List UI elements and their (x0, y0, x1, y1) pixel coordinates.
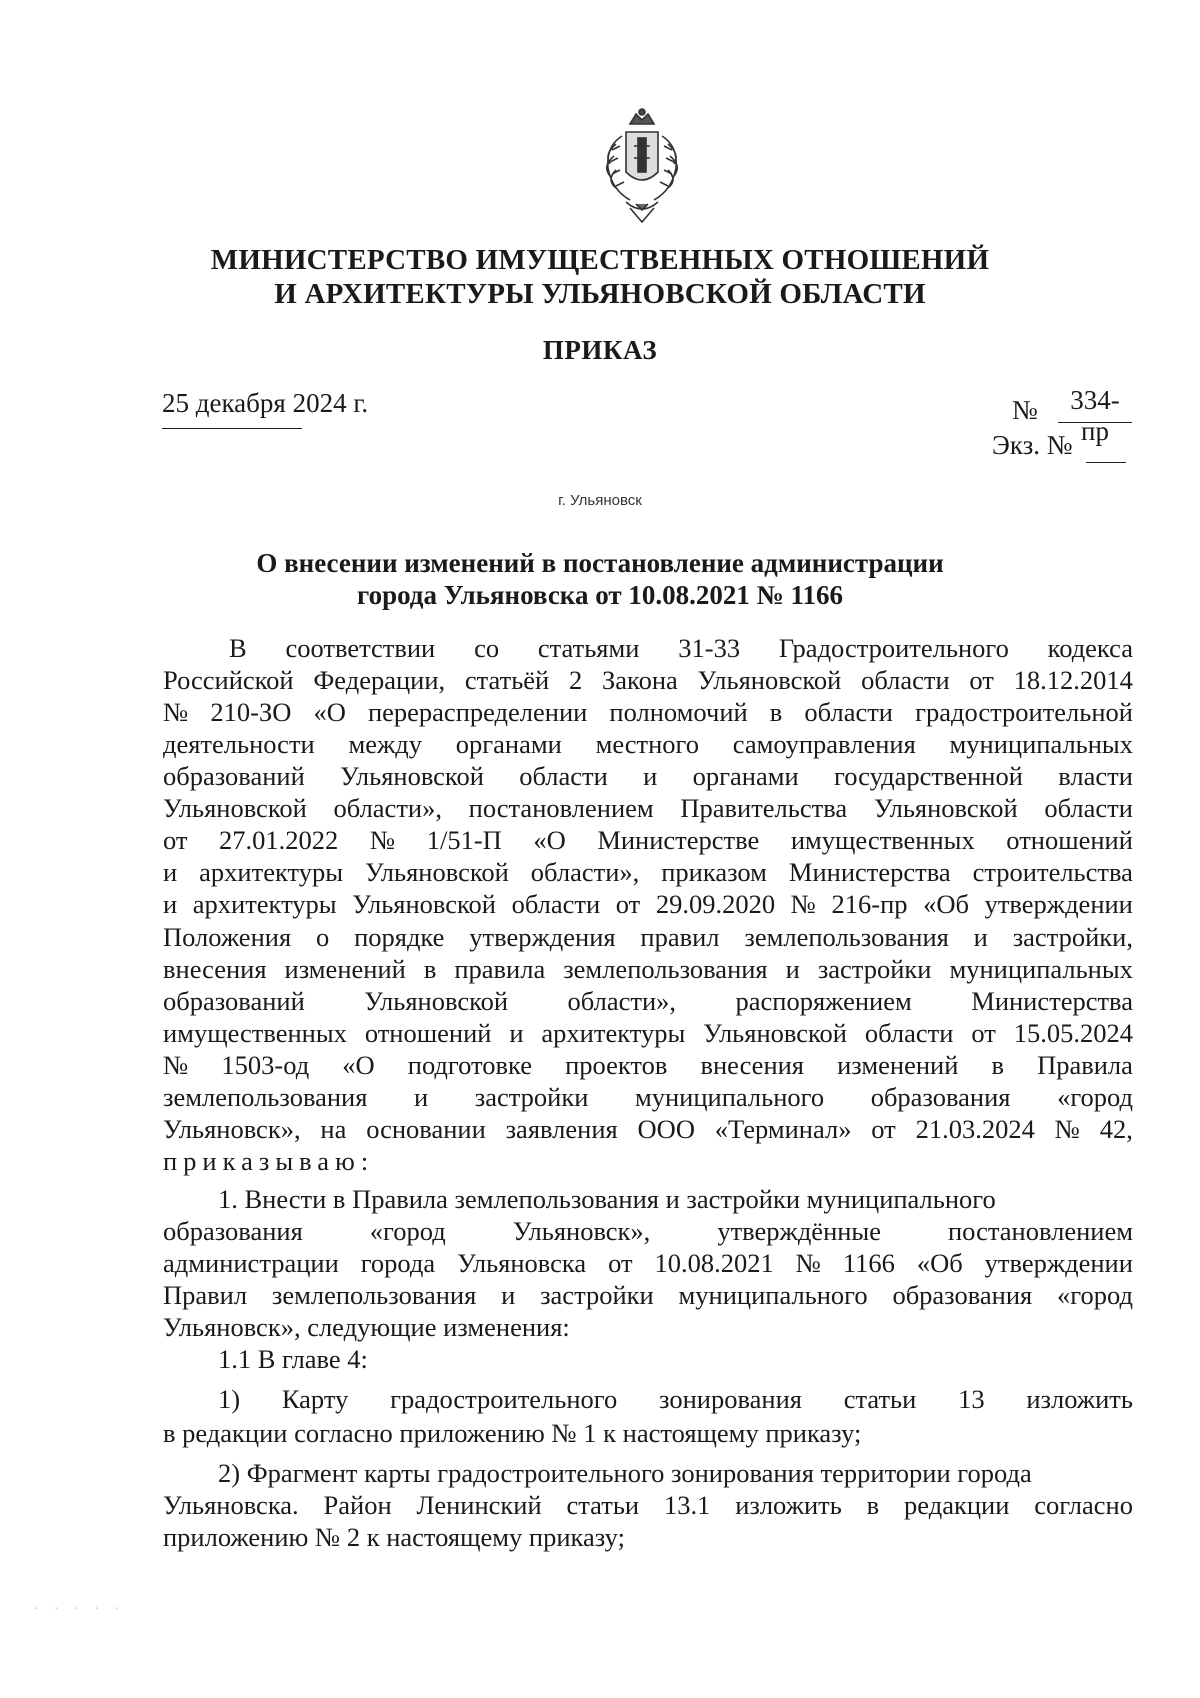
subject-line2: города Ульяновска от 10.08.2021 № 1166 (356, 580, 843, 610)
body-line-28: приложению № 2 к настоящему приказу; (163, 1522, 625, 1552)
coat-of-arms-emblem (586, 106, 698, 226)
body-line-27: Ульяновска. Район Ленинский статьи 13.1 изложить в редакции согласно (163, 1490, 1133, 1520)
body-line-26: 2) Фрагмент карты градостроительного зонирования территории города (218, 1458, 1032, 1488)
body-line-7: от 27.01.2022 № 1/51-П «О Министерстве имущественных отношений (163, 825, 1133, 855)
copy-number-blank (1086, 462, 1126, 463)
ministry-name-line1: МИНИСТЕРСТВО ИМУЩЕСТВЕННЫХ ОТНОШЕНИЙ (210, 244, 990, 276)
date-underline (162, 428, 302, 429)
ministry-name-line2: И АРХИТЕКТУРЫ УЛЬЯНОВСКОЙ ОБЛАСТИ (274, 278, 926, 310)
body-line-12: образований Ульяновской области», распоряжением Министерства (163, 986, 1133, 1016)
body-line-17: приказываю: (163, 1146, 375, 1176)
body-line-6: Ульяновской области», постановлением Правительства Ульяновской области (163, 793, 1133, 823)
body-line-13: имущественных отношений и архитектуры Ульяновской области от 15.05.2024 (163, 1018, 1133, 1048)
body-line-3: № 210-ЗО «О перераспределении полномочий в области градостроительной (163, 697, 1133, 727)
scan-artifact-marks: · · · · · (34, 1602, 126, 1617)
body-line-2: Российской Федерации, статьёй 2 Закона Ульяновской области от 18.12.2014 (163, 665, 1133, 695)
body-line-9: и архитектуры Ульяновской области от 29.09.2020 № 216-пр «Об утверждении (163, 889, 1133, 919)
subject-line1: О внесении изменений в постановление администрации (256, 548, 944, 578)
body-line-20: администрации города Ульяновска от 10.08.2021 № 1166 «Об утверждении (163, 1248, 1133, 1278)
order-number-label: № (1012, 395, 1038, 425)
order-date: 25 декабря 2024 г. (162, 388, 369, 418)
body-line-19: образования «город Ульяновск», утверждённые постановлением (163, 1216, 1133, 1246)
body-line-15: землепользования и застройки муниципального образования «город (163, 1082, 1133, 1112)
body-line-18: 1. Внести в Правила землепользования и застройки муниципального (218, 1184, 996, 1214)
body-line-14: № 1503-од «О подготовке проектов внесения изменений в Правила (163, 1050, 1133, 1080)
body-line-24: 1) Карту градостроительного зонирования статьи 13 изложить (218, 1384, 1133, 1414)
body-line-23: 1.1 В главе 4: (218, 1344, 368, 1374)
document-type: ПРИКАЗ (542, 335, 658, 365)
body-line-1: В соответствии со статьями 31-33 Градостроительного кодекса (229, 633, 1133, 663)
body-line-11: внесения изменений в правила землепользования и застройки муниципальных (163, 954, 1133, 984)
body-line-22: Ульяновск», следующие изменения: (163, 1312, 570, 1342)
body-line-5: образований Ульяновской области и органами государственной власти (163, 761, 1133, 791)
order-number-underline (1058, 422, 1132, 423)
copy-number-label: Экз. № (992, 430, 1073, 460)
body-line-21: Правил землепользования и застройки муниципального образования «город (163, 1280, 1133, 1310)
body-line-25: в редакции согласно приложению № 1 к настоящему приказу; (163, 1418, 862, 1448)
city-name: г. Ульяновск (558, 492, 642, 509)
body-line-4: деятельности между органами местного самоуправления муниципальных (163, 729, 1133, 759)
body-line-10: Положения о порядке утверждения правил землепользования и застройки, (163, 922, 1133, 952)
body-line-8: и архитектуры Ульяновской области», приказом Министерства строительства (163, 857, 1133, 887)
body-line-16: Ульяновск», на основании заявления ООО «Терминал» от 21.03.2024 № 42, (163, 1114, 1133, 1144)
order-number: 334-пр (1070, 385, 1120, 446)
